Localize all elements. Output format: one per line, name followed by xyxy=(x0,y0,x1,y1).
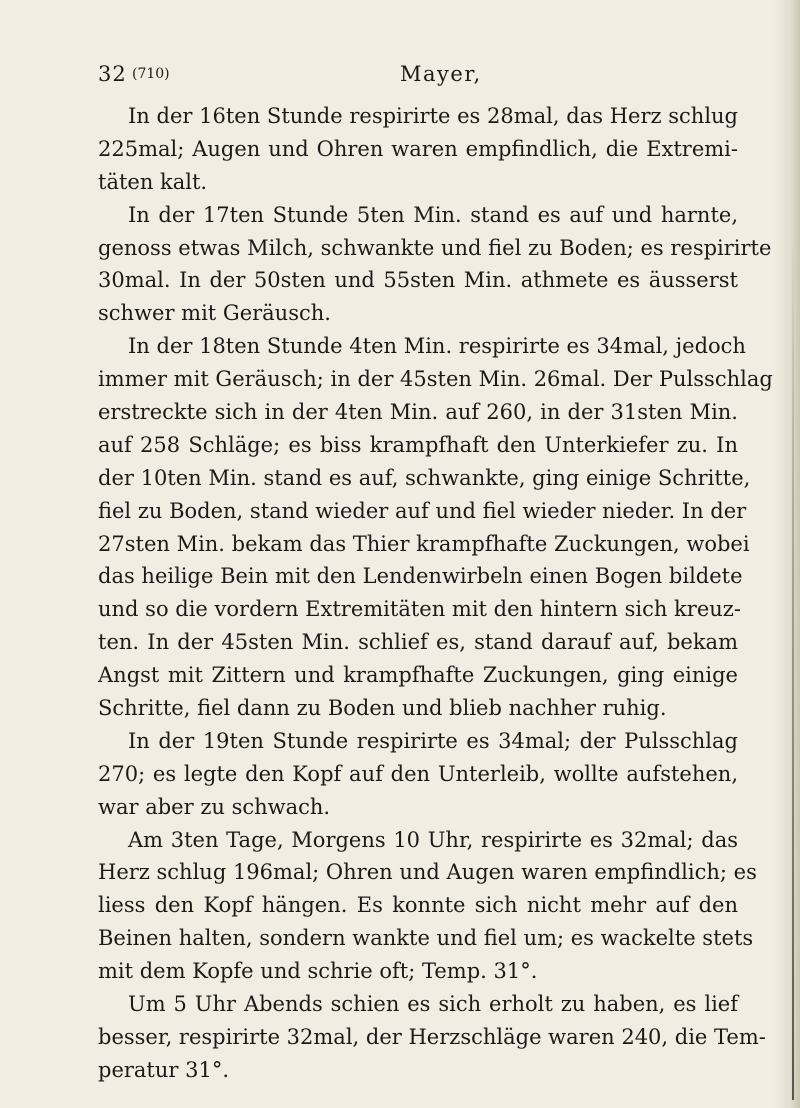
text-line: schwer mit Geräusch. xyxy=(98,301,331,326)
text-line: Beinen halten, sondern wankte und fiel um; es wackelte stets xyxy=(98,926,754,951)
text-line: In der 16ten Stunde respirirte es 28mal, das Herz schlug xyxy=(128,104,738,128)
text-line: mit dem Kopfe und schrie oft; Temp. 31°. xyxy=(98,959,538,984)
text-line: täten kalt. xyxy=(98,169,208,194)
text-line: 30mal. In der 50sten und 55sten Min. athmete es äusserst xyxy=(98,268,738,293)
page-number: 32 xyxy=(98,62,127,86)
text-line: und so die vordern Extremitäten mit den hintern sich kreuz- xyxy=(98,597,741,622)
text-line: 225mal; Augen und Ohren waren empfindlich, die Extremi- xyxy=(98,136,738,161)
text-line: In der 18ten Stunde 4ten Min. respirirte es 34mal, jedoch xyxy=(128,334,746,359)
text-line: erstreckte sich in der 4ten Min. auf 260, in der 31sten Min. xyxy=(98,400,738,425)
text-line: peratur 31°. xyxy=(98,1057,230,1082)
text-line: Um 5 Uhr Abends schien es sich erholt zu haben, es lief xyxy=(128,992,738,1017)
text-line: liess den Kopf hängen. Es konnte sich nicht mehr auf den xyxy=(98,893,738,918)
body-text xyxy=(98,100,773,1087)
text-line: Herz schlug 196mal; Ohren und Augen waren empfindlich; es xyxy=(98,860,757,885)
page-number-alt: (710) xyxy=(132,66,170,82)
text-line: ten. In der 45sten Min. schlief es, stand darauf auf, bekam xyxy=(98,630,738,655)
text-line: In der 17ten Stunde 5ten Min. stand es auf und harnte, xyxy=(128,202,738,227)
text-line: auf 258 Schläge; es biss krampfhaft den Unterkiefer zu. In xyxy=(98,432,738,457)
text-line: In der 19ten Stunde respirirte es 34mal; der Pulsschlag xyxy=(128,728,738,753)
running-head: Mayer, xyxy=(400,62,482,86)
text-line: Schritte, fiel dann zu Boden und blieb nachher ruhig. xyxy=(98,696,667,721)
page-edge-line xyxy=(792,240,794,1100)
text-line: genoss etwas Milch, schwankte und fiel zu Boden; es respirirte xyxy=(98,235,772,260)
page-edge-shadow xyxy=(774,0,800,1108)
text-line: fiel zu Boden, stand wieder auf und fiel wieder nieder. In der xyxy=(98,498,747,523)
text-line: Angst mit Zittern und krampfhafte Zuckungen, ging einige xyxy=(98,663,738,688)
text-line: Am 3ten Tage, Morgens 10 Uhr, respirirte es 32mal; das xyxy=(128,827,738,852)
text-line: 270; es legte den Kopf auf den Unterleib, wollte aufstehen, xyxy=(98,761,738,786)
text-line: 27sten Min. bekam das Thier krampfhafte Zuckungen, wobei xyxy=(98,531,750,556)
text-line: besser, respirirte 32mal, der Herzschläge waren 240, die Tem- xyxy=(98,1024,766,1049)
page-header xyxy=(98,62,738,92)
text-line: war aber zu schwach. xyxy=(98,794,331,819)
text-line: immer mit Geräusch; in der 45sten Min. 26mal. Der Pulsschlag xyxy=(98,367,773,392)
text-line: das heilige Bein mit den Lendenwirbeln einen Bogen bildete xyxy=(98,564,743,589)
text-line: der 10ten Min. stand es auf, schwankte, ging einige Schritte, xyxy=(98,465,751,490)
